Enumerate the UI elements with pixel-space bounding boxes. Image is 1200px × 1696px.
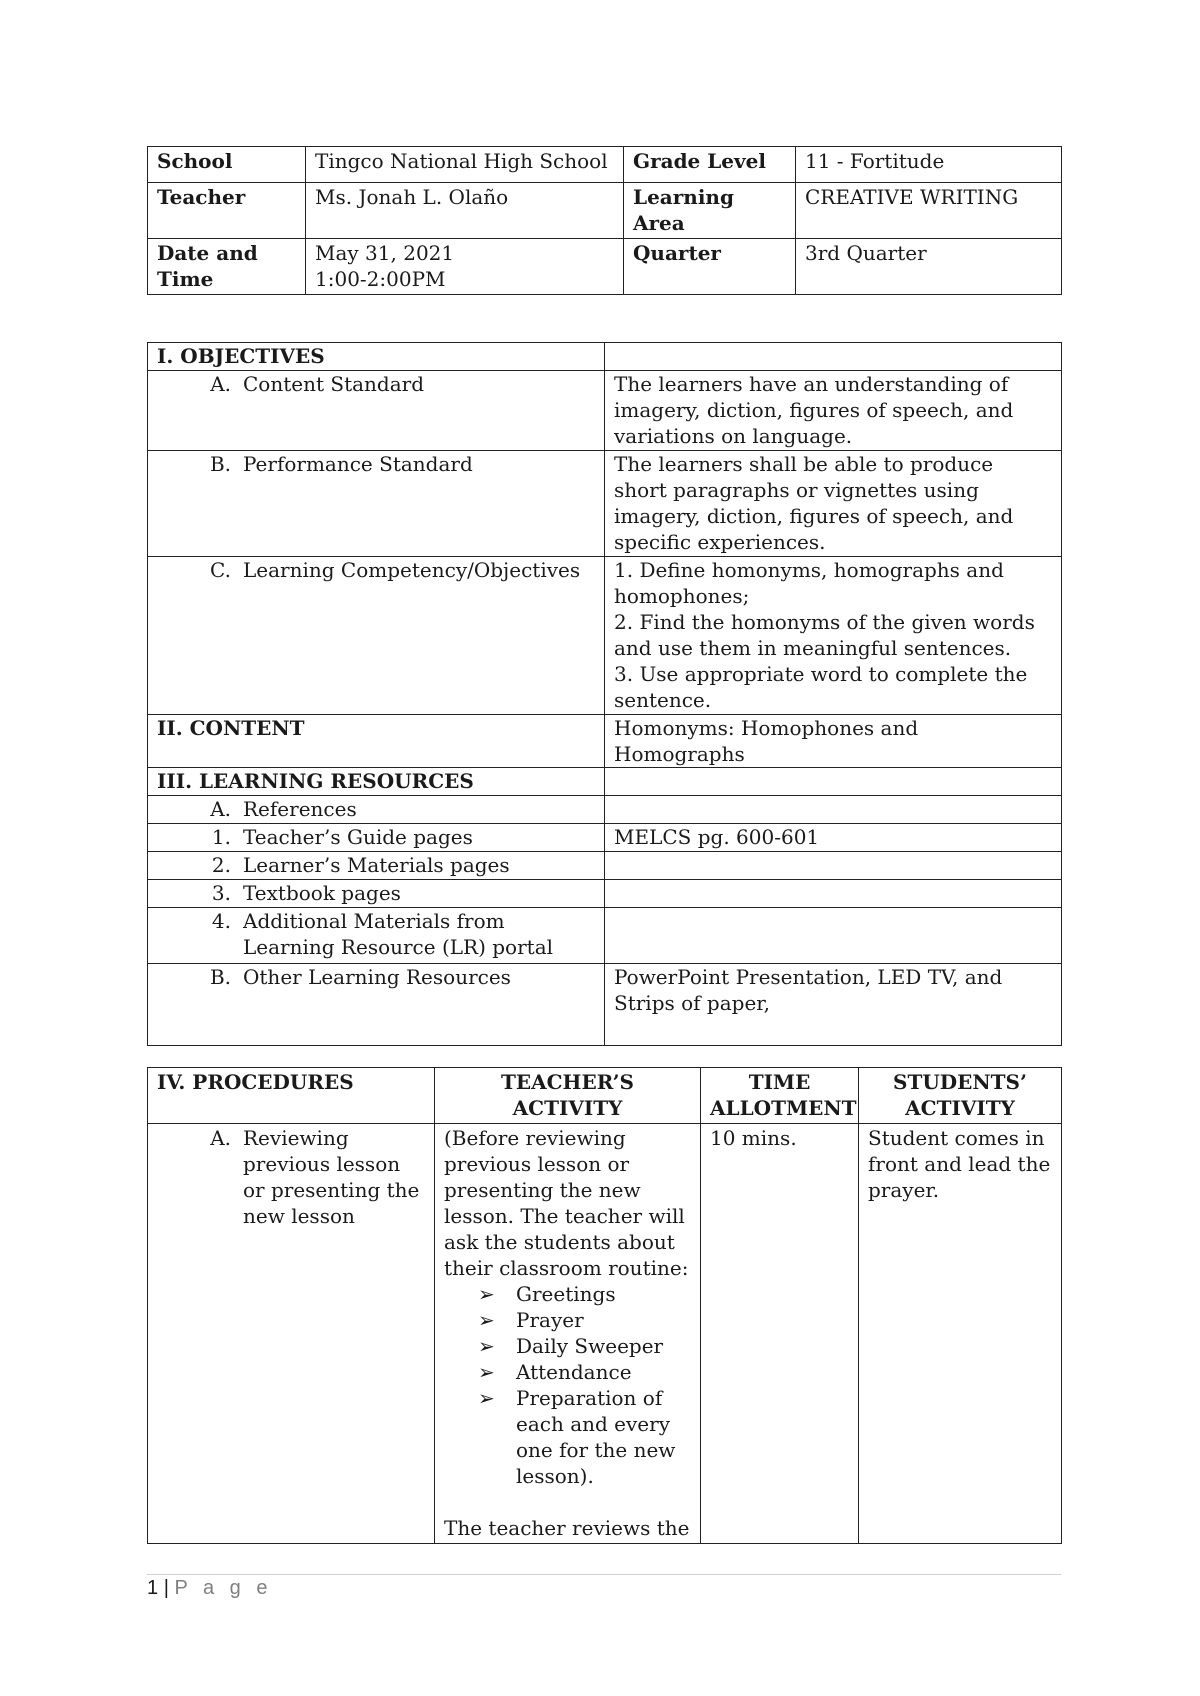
list-item: ➢ Attendance <box>478 1360 632 1384</box>
table-row <box>148 964 1062 1046</box>
other-resources-label: Other Learning Resources <box>243 965 511 989</box>
quarter-label: Quarter <box>624 239 796 295</box>
teacher-label: Teacher <box>148 183 306 239</box>
resource-label: Additional Materials from Learning Resource (LR) portal <box>243 909 554 959</box>
list-marker: B. <box>209 452 231 476</box>
students-activity-value: Student comes in front and lead the prayer. <box>859 1124 1062 1544</box>
arrow-bullet-icon: ➢ <box>478 1386 495 1410</box>
procedure-label: Reviewing previous lesson or presenting the new lesson <box>243 1126 420 1228</box>
resource-value: MELCS pg. 600-601 <box>605 824 1062 852</box>
list-marker: 3. <box>211 881 231 905</box>
resource-value <box>605 908 1062 964</box>
learning-resources-heading: III. LEARNING RESOURCES <box>148 768 605 796</box>
procedures-heading: IV. PROCEDURES <box>148 1068 435 1124</box>
list-item: ➢ Preparation of each and every one for the new lesson). <box>478 1386 676 1488</box>
objectives-heading: I. OBJECTIVES <box>148 343 605 371</box>
learning-competency-value <box>605 557 1062 715</box>
performance-standard-value: The learners shall be able to produce short paragraphs or vignettes using imagery, diction, figures of speech, and specific experiences. <box>605 451 1062 557</box>
table-row <box>148 880 1062 908</box>
objective-item: 1. Define homonyms, homographs and homophones; <box>614 558 1004 608</box>
arrow-bullet-icon: ➢ <box>478 1282 495 1306</box>
teacher-activity-intro: (Before reviewing previous lesson or presenting the new lesson. The teacher will ask the students about their classroom routine: <box>444 1126 689 1280</box>
routine-list <box>444 1281 691 1489</box>
students-activity-heading: STUDENTS’ ACTIVITY <box>859 1068 1062 1124</box>
table-row <box>148 1124 1062 1544</box>
teacher-activity-heading: TEACHER’S ACTIVITY <box>435 1068 701 1124</box>
footer-separator: | <box>163 1577 169 1599</box>
date-time-label: Date and Time <box>148 239 306 295</box>
list-item: ➢ Daily Sweeper <box>478 1334 664 1358</box>
page-number: 1 <box>147 1577 159 1599</box>
objective-item: 2. Find the homonyms of the given words and use them in meaningful sentences. <box>614 610 1035 660</box>
table-row <box>148 183 1062 239</box>
learning-area-label: Learning Area <box>624 183 796 239</box>
teacher-activity-continuation: The teacher reviews the <box>444 1516 690 1540</box>
list-marker: A. <box>210 1126 231 1150</box>
page-label: P a g e <box>174 1577 273 1599</box>
time-allotment-value: 10 mins. <box>701 1124 859 1544</box>
learning-area-value: CREATIVE WRITING <box>796 183 1062 239</box>
table-row <box>148 147 1062 183</box>
content-standard-label: Content Standard <box>243 372 425 396</box>
table-row <box>148 557 1062 715</box>
table-row <box>148 451 1062 557</box>
grade-level-value: 11 - Fortitude <box>796 147 1062 183</box>
references-label: References <box>243 797 357 821</box>
footer-divider <box>147 1574 1061 1575</box>
procedures-table <box>147 1067 1062 1544</box>
content-standard-value: The learners have an understanding of imagery, diction, figures of speech, and variations on language. <box>605 371 1062 451</box>
list-item: ➢ Prayer <box>478 1308 584 1332</box>
table-row <box>148 824 1062 852</box>
learning-competency-label: Learning Competency/Objectives <box>243 558 581 582</box>
table-row <box>148 239 1062 295</box>
content-value: Homonyms: Homophones and Homographs <box>605 715 1062 768</box>
table-row <box>148 768 1062 796</box>
list-marker: A. <box>210 797 231 821</box>
time-value: 1:00-2:00PM <box>315 267 446 291</box>
list-item: ➢ Greetings <box>478 1282 616 1306</box>
table-row <box>148 908 1062 964</box>
page-footer <box>147 1577 272 1600</box>
list-marker: C. <box>210 558 231 582</box>
resource-value <box>605 852 1062 880</box>
objectives-table <box>147 342 1062 1046</box>
quarter-value: 3rd Quarter <box>796 239 1062 295</box>
resource-label: Teacher’s Guide pages <box>243 825 473 849</box>
table-row <box>148 1068 1062 1124</box>
performance-standard-label: Performance Standard <box>243 452 473 476</box>
list-marker: 1. <box>211 825 231 849</box>
lesson-info-table <box>147 146 1062 295</box>
table-row <box>148 852 1062 880</box>
date-time-value <box>306 239 624 295</box>
school-label: School <box>148 147 306 183</box>
list-marker: 4. <box>211 909 231 933</box>
school-value: Tingco National High School <box>306 147 624 183</box>
table-row <box>148 343 1062 371</box>
objective-item: 3. Use appropriate word to complete the sentence. <box>614 662 1028 712</box>
teacher-value: Ms. Jonah L. Olaño <box>306 183 624 239</box>
table-row <box>148 715 1062 768</box>
teacher-activity-cell <box>435 1124 701 1544</box>
time-allotment-heading: TIME ALLOTMENT <box>701 1068 859 1124</box>
date-value: May 31, 2021 <box>315 241 455 265</box>
arrow-bullet-icon: ➢ <box>478 1334 495 1358</box>
list-marker: B. <box>209 965 231 989</box>
arrow-bullet-icon: ➢ <box>478 1360 495 1384</box>
other-resources-value: PowerPoint Presentation, LED TV, and Strips of paper, <box>605 964 1062 1046</box>
list-marker: A. <box>210 372 231 396</box>
resource-label: Learner’s Materials pages <box>243 853 510 877</box>
table-row <box>148 796 1062 824</box>
table-row <box>148 371 1062 451</box>
grade-level-label: Grade Level <box>624 147 796 183</box>
arrow-bullet-icon: ➢ <box>478 1308 495 1332</box>
content-heading: II. CONTENT <box>148 715 605 768</box>
list-marker: 2. <box>211 853 231 877</box>
resource-label: Textbook pages <box>243 881 401 905</box>
resource-value <box>605 880 1062 908</box>
